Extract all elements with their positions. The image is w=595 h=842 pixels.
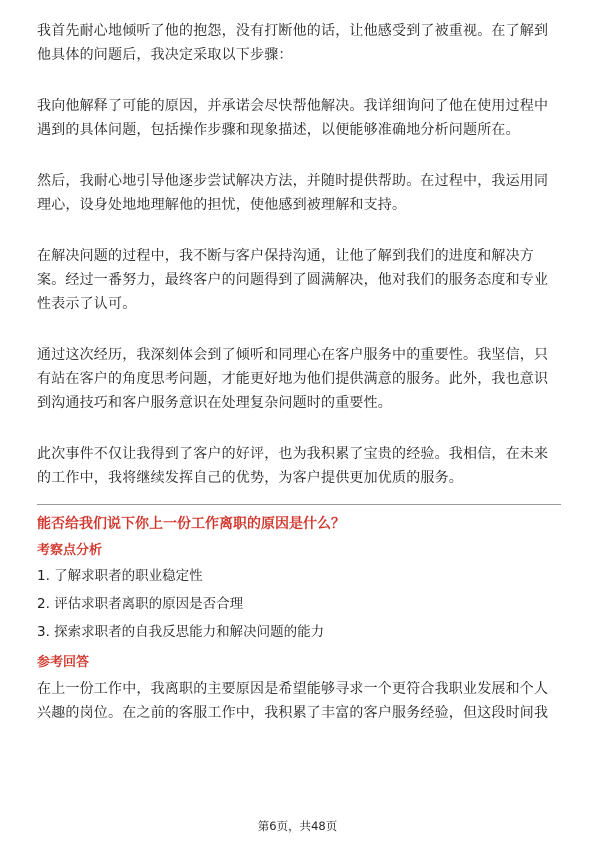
paragraph-gap — [37, 142, 561, 169]
body-paragraph-5: 通过这次经历，我深刻体会到了倾听和同理心在客户服务中的重要性。我坚信，只有站在客户的角度思考问题，才能更好地为他们提供满意的服务。此外，我也意识到沟通技巧和客户服务意识在处理复杂问题时的重要性。 — [37, 347, 549, 411]
answer-heading: 参考回答 — [37, 655, 90, 670]
analysis-item-1: 1. 了解求职者的职业稳定性 — [37, 568, 203, 584]
page-content — [37, 19, 561, 725]
paragraph-gap — [37, 415, 561, 442]
body-paragraph-2: 我向他解释了可能的原因，并承诺会尽快帮他解决。我详细询问了他在使用过程中遇到的具体问题，包括操作步骤和现象描述，以便能够准确地分析问题所在。 — [37, 98, 549, 138]
body-paragraph-3: 然后，我耐心地引导他逐步尝试解决方法，并随时提供帮助。在过程中，我运用同理心，设身处地地理解他的担忧，使他感到被理解和支持。 — [37, 173, 549, 213]
section-divider — [37, 504, 561, 505]
body-paragraph-4: 在解决问题的过程中，我不断与客户保持沟通，让他了解到我们的进度和解决方案。经过一番努力，最终客户的问题得到了圆满解决，他对我们的服务态度和专业性表示了认可。 — [37, 248, 549, 312]
body-paragraph-6: 此次事件不仅让我得到了客户的好评，也为我积累了宝贵的经验。我相信，在未来的工作中，我将继续发挥自己的优势，为客户提供更加优质的服务。 — [37, 446, 549, 486]
answer-text: 在上一份工作中，我离职的主要原因是希望能够寻求一个更符合我职业发展和个人兴趣的岗位。在之前的客服工作中，我积累了丰富的客户服务经验，但这段时间我 — [37, 681, 549, 721]
analysis-item-3: 3. 探索求职者的自我反思能力和解决问题的能力 — [37, 624, 325, 640]
body-paragraph-1: 我首先耐心地倾听了他的抱怨，没有打断他的话，让他感受到了被重视。在了解到他具体的问题后，我决定采取以下步骤： — [37, 23, 549, 63]
paragraph-gap — [37, 67, 561, 94]
analysis-item-2: 2. 评估求职者离职的原因是否合理 — [37, 596, 244, 612]
analysis-heading: 考察点分析 — [37, 543, 103, 558]
question-title: 能否给我们说下你上一份工作离职的原因是什么？ — [37, 516, 345, 532]
page-number-footer: 第6页，共48页 — [257, 819, 338, 833]
paragraph-gap — [37, 217, 561, 244]
paragraph-gap — [37, 316, 561, 343]
